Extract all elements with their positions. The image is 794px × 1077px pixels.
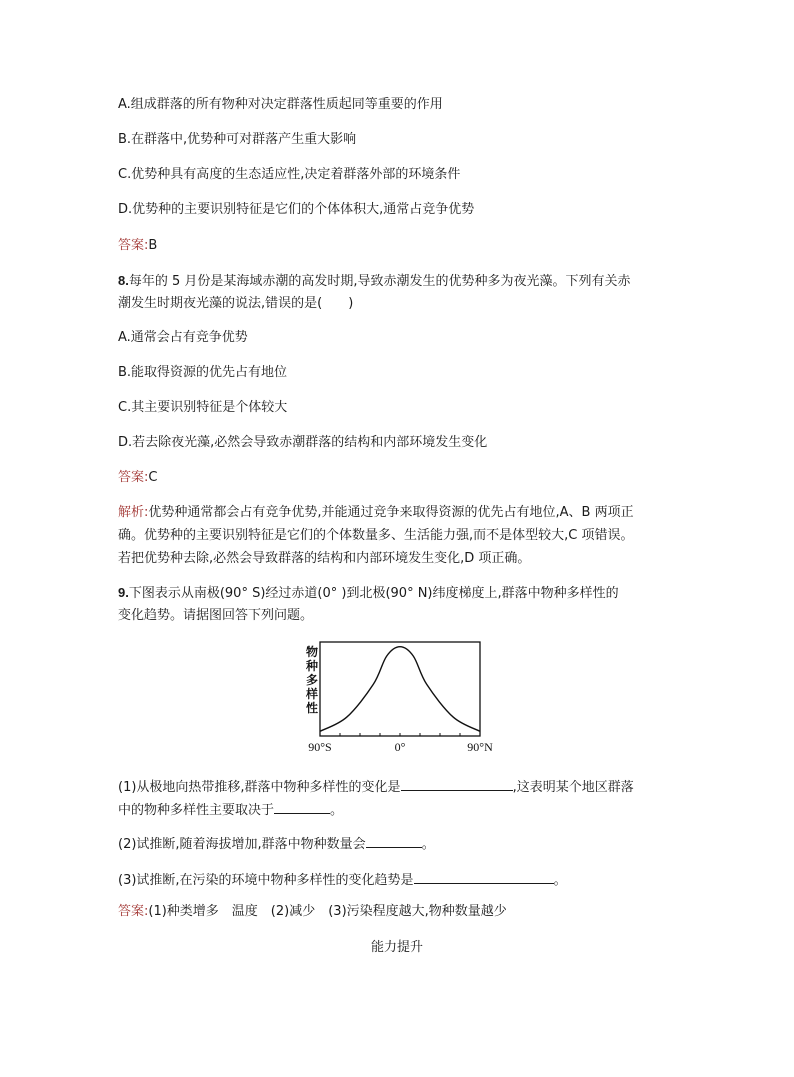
answer-label: 答案: [118, 470, 149, 485]
q7-option-d: D.优势种的主要识别特征是它们的个体体积大,通常占竞争优势 [118, 202, 475, 217]
q7-option-c: C.优势种具有高度的生态适应性,决定着群落外部的环境条件 [118, 167, 461, 182]
x-tick-label: 0° [394, 740, 406, 754]
answer-label: 答案: [118, 904, 149, 919]
q8-number: 8. [118, 273, 129, 288]
q9-stem-line1 [118, 583, 619, 604]
section-title: 能力提升 [370, 940, 423, 955]
q9-number: 9. [118, 585, 129, 600]
q8-stem-line1 [118, 271, 631, 292]
q9-sub1-text3: 中的物种多样性主要取决于 [118, 803, 275, 818]
analysis-label: 解析: [118, 505, 149, 520]
x-tick-label: 90°S [308, 740, 332, 754]
q8-option-c: C.其主要识别特征是个体较大 [118, 400, 288, 415]
q9-sub1-text2: ,这表明某个地区群落 [512, 780, 634, 795]
q9-answer [118, 902, 507, 922]
q8-answer [118, 468, 157, 488]
q9-sub3-line [118, 869, 567, 891]
q8-analysis-line3: 若把优势种去除,必然会导致群落的结构和内部环境发生变化,D 项正确。 [118, 551, 531, 566]
q8-stem-text1: 每年的 5 月份是某海域赤潮的高发时期,导致赤潮发生的优势种多为夜光藻。下列有关赤 [128, 274, 631, 289]
answer-label: 答案: [118, 238, 149, 253]
q9-sub1-line1 [118, 776, 634, 798]
species-diversity-chart [300, 636, 500, 766]
x-tick-label: 90°N [467, 740, 493, 754]
plot-frame [320, 642, 480, 736]
diversity-curve [320, 647, 480, 732]
y-axis-label-char: 多 [305, 673, 319, 687]
q9-stem-text1: 下图表示从南极(90° S)经过赤道(0° )到北极(90° N)纬度梯度上,群落中物种多样性的 [128, 586, 619, 601]
q7-option-a: A.组成群落的所有物种对决定群落性质起同等重要的作用 [118, 97, 443, 112]
answer-blank-3[interactable] [366, 833, 422, 848]
answer-blank-1[interactable] [401, 776, 513, 791]
period: 。 [330, 803, 344, 818]
q8-option-b: B.能取得资源的优先占有地位 [118, 365, 288, 380]
y-axis-label-char: 物 [305, 645, 319, 659]
y-axis-label-char: 样 [305, 687, 319, 701]
q7-answer-value: B [148, 238, 158, 253]
q8-answer-value: C [148, 470, 158, 485]
answer-blank-2[interactable] [274, 799, 330, 814]
q7-option-b: B.在群落中,优势种可对群落产生重大影响 [118, 132, 357, 147]
q8-stem-line2: 潮发生时期夜光藻的说法,错误的是( ) [118, 296, 354, 311]
y-axis-label-char: 性 [305, 701, 319, 715]
period: 。 [553, 873, 567, 888]
q8-analysis-text1: 优势种通常都会占有竞争优势,并能通过竞争来取得资源的优先占有地位,A、B 两项正 [148, 505, 634, 520]
y-axis-label-char: 种 [305, 659, 319, 673]
q8-option-a: A.通常会占有竞争优势 [118, 330, 248, 345]
q9-stem-line2: 变化趋势。请据图回答下列问题。 [118, 608, 314, 623]
q9-sub2-line [118, 833, 435, 855]
q9-sub1-line2 [118, 799, 343, 821]
q9-answer-value: (1)种类增多 温度 (2)减少 (3)污染程度越大,物种数量越少 [148, 904, 507, 919]
q8-analysis-line1 [118, 503, 634, 523]
period: 。 [421, 837, 435, 852]
q8-analysis-line2: 确。优势种的主要识别特征是它们的个体数量多、生活能力强,而不是体型较大,C 项错误。 [118, 528, 634, 543]
answer-blank-4[interactable] [414, 869, 554, 884]
q9-sub3-text: (3)试推断,在污染的环境中物种多样性的变化趋势是 [118, 873, 414, 888]
q8-option-d: D.若去除夜光藻,必然会导致赤潮群落的结构和内部环境发生变化 [118, 435, 488, 450]
q9-sub1-text1: (1)从极地向热带推移,群落中物种多样性的变化是 [118, 780, 401, 795]
q9-sub2-text: (2)试推断,随着海拔增加,群落中物种数量会 [118, 837, 366, 852]
q7-answer [118, 236, 157, 256]
